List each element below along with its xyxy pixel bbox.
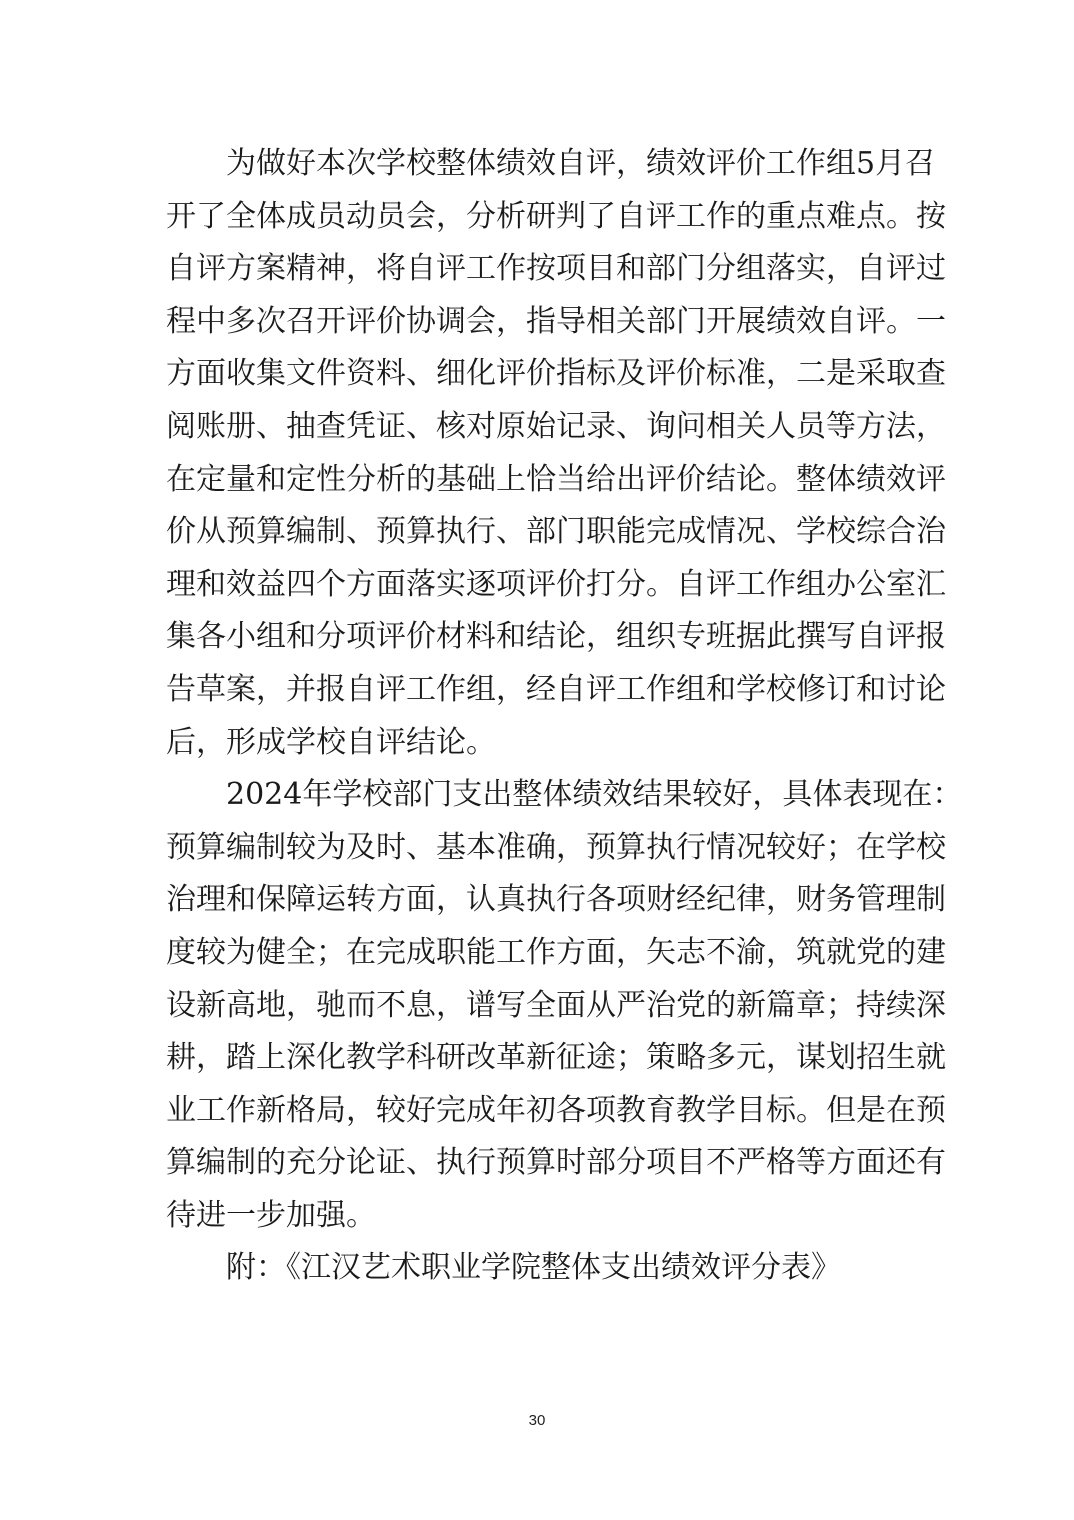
text-line: 阅账册、抽查凭证、核对原始记录、询问相关人员等方法， <box>166 408 946 444</box>
text-line: 理和效益四个方面落实逐项评价打分。自评工作组办公室汇 <box>166 566 946 602</box>
text-line: 为做好本次学校整体绩效自评，绩效评价工作组5月召 <box>226 146 936 181</box>
text-line: 方面收集文件资料、细化评价指标及评价标准，二是采取查 <box>166 356 946 392</box>
text-line: 在定量和定性分析的基础上恰当给出评价结论。整体绩效评 <box>166 461 946 497</box>
text-line: 自评方案精神，将自评工作按项目和部门分组落实，自评过 <box>166 251 946 287</box>
text-line: 耕，踏上深化教学科研改革新征途；策略多元，谋划招生就 <box>166 1040 946 1076</box>
text-line: 开了全体成员动员会，分析研判了自评工作的重点难点。按 <box>166 198 946 234</box>
text-line: 集各小组和分项评价材料和结论，组织专班据此撰写自评报 <box>166 619 946 655</box>
text-line: 待进一步加强。 <box>166 1197 376 1233</box>
text-line: 治理和保障运转方面，认真执行各项财经纪律，财务管理制 <box>166 882 946 918</box>
text-line: 程中多次召开评价协调会，指导相关部门开展绩效自评。一 <box>166 303 946 339</box>
text-line: 2024年学校部门支出整体绩效结果较好，具体表现在： <box>226 777 963 813</box>
paragraph-attachment-note <box>166 1242 916 1295</box>
body-text <box>166 138 963 1295</box>
paragraph-self-evaluation-process <box>166 138 946 769</box>
text-line: 附：《江汉艺术职业学院整体支出绩效评分表》 <box>226 1250 841 1286</box>
paragraph-performance-results <box>166 769 963 1242</box>
text-line: 算编制的充分论证、执行预算时部分项目不严格等方面还有 <box>166 1145 946 1181</box>
text-line: 告草案，并报自评工作组，经自评工作组和学校修订和讨论 <box>166 671 946 707</box>
text-line: 价从预算编制、预算执行、部门职能完成情况、学校综合治 <box>166 514 946 550</box>
text-line: 业工作新格局，较好完成年初各项教育教学目标。但是在预 <box>166 1092 946 1128</box>
text-line: 设新高地，驰而不息，谱写全面从严治党的新篇章；持续深 <box>166 987 946 1023</box>
text-line: 预算编制较为及时、基本准确，预算执行情况较好；在学校 <box>166 829 946 865</box>
page-number: 30 <box>528 1412 546 1429</box>
text-line: 度较为健全；在完成职能工作方面，矢志不渝，筑就党的建 <box>166 934 946 970</box>
text-line: 后，形成学校自评结论。 <box>166 724 496 760</box>
